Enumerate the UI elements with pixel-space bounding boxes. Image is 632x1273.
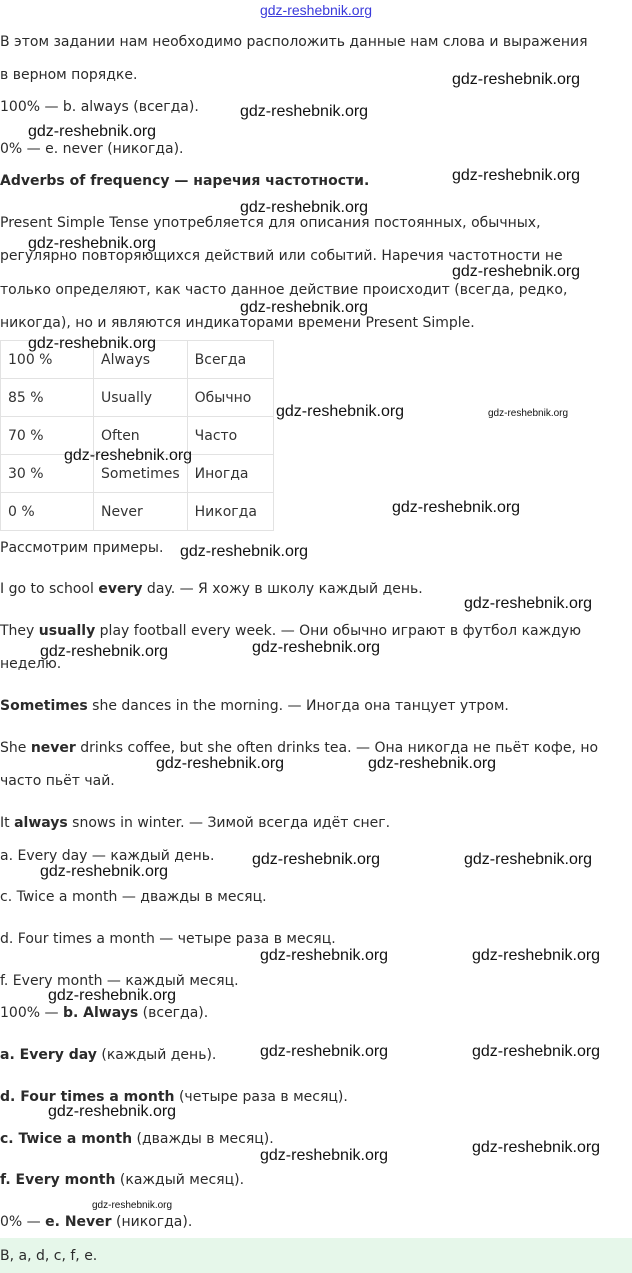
order-1: 100% — b. Always (всегда). [0,1005,209,1021]
watermark: gdz-reshebnik.org [48,1103,177,1120]
example-1: I go to school every day. — Я хожу в школу каждый день. [0,581,423,597]
watermark: gdz-reshebnik.org [28,335,157,352]
watermark: gdz-reshebnik.org [452,167,581,184]
watermark: gdz-reshebnik.org [488,408,569,419]
frequency-table [0,340,274,531]
phrase-c: c. Twice a month — дважды в месяц. [0,889,267,905]
examples-title: Рассмотрим примеры. [0,540,164,556]
table-cell: Иногда [187,455,273,493]
watermark: gdz-reshebnik.org [40,863,169,880]
watermark: gdz-reshebnik.org [252,851,381,868]
order-5: f. Every month (каждый месяц). [0,1172,245,1188]
table-cell: 100 % [1,341,94,379]
scale-always: 100% — b. always (всегда). [0,99,199,115]
watermark: gdz-reshebnik.org [92,1200,173,1211]
phrase-a: a. Every day — каждый день. [0,848,215,864]
order-2: a. Every day (каждый день). [0,1047,217,1063]
watermark: gdz-reshebnik.org [472,1139,601,1156]
example-5: It always snows in winter. — Зимой всегда идёт снег. [0,815,391,831]
intro-line-2: в верном порядке. [0,67,138,83]
site-header-link[interactable]: gdz-reshebnik.org [259,2,373,18]
table-cell: 0 % [1,493,94,531]
watermark: gdz-reshebnik.org [276,403,405,420]
table-cell: Часто [187,417,273,455]
watermark: gdz-reshebnik.org [64,447,193,464]
answer-text: B, a, d, c, f, e. [0,1248,98,1264]
table-cell: Never [94,493,188,531]
order-6: 0% — e. Never (никогда). [0,1214,193,1230]
watermark: gdz-reshebnik.org [240,103,369,120]
table-cell: Sometimes [94,455,188,493]
explanation-line-1: Present Simple Tense употребляется для описания постоянных, обычных, [0,215,541,231]
watermark: gdz-reshebnik.org [392,499,521,516]
table-row [1,379,274,417]
phrase-f: f. Every month — каждый месяц. [0,973,239,989]
watermark: gdz-reshebnik.org [464,595,593,612]
watermark: gdz-reshebnik.org [240,299,369,316]
table-cell: Usually [94,379,188,417]
table-cell: 30 % [1,455,94,493]
order-3: d. Four times a month (четыре раза в месяц). [0,1089,348,1105]
watermark: gdz-reshebnik.org [156,755,285,772]
example-4-cont: часто пьёт чай. [0,773,115,789]
table-cell: 85 % [1,379,94,417]
watermark: gdz-reshebnik.org [40,643,169,660]
intro-line-1: В этом задании нам необходимо расположить данные нам слова и выражения [0,34,588,50]
watermark: gdz-reshebnik.org [260,947,389,964]
adverbs-title: Adverbs of frequency — наречия частотности. [0,173,370,189]
watermark: gdz-reshebnik.org [48,987,177,1004]
table-cell: Никогда [187,493,273,531]
scale-never: 0% — e. never (никогда). [0,141,184,157]
explanation-line-3: только определяют, как часто данное действие происходит (всегда, редко, [0,282,568,298]
watermark: gdz-reshebnik.org [472,1043,601,1060]
table-cell: Обычно [187,379,273,417]
watermark: gdz-reshebnik.org [260,1147,389,1164]
watermark: gdz-reshebnik.org [452,263,581,280]
table-row [1,493,274,531]
table-cell: Always [94,341,188,379]
watermark: gdz-reshebnik.org [240,199,369,216]
example-3: Sometimes she dances in the morning. — Иногда она танцует утром. [0,698,509,714]
table-cell: Often [94,417,188,455]
example-2: They usually play football every week. — Они обычно играют в футбол каждую [0,623,581,639]
watermark: gdz-reshebnik.org [28,123,157,140]
example-2-cont: неделю. [0,656,62,672]
example-4: She never drinks coffee, but she often drinks tea. — Она никогда не пьёт кофе, но [0,740,599,756]
explanation-line-4: никогда), но и являются индикаторами времени Present Simple. [0,315,475,331]
watermark: gdz-reshebnik.org [252,639,381,656]
explanation-line-2: регулярно повторяющихся действий или событий. Наречия частотности не [0,248,563,264]
watermark: gdz-reshebnik.org [368,755,497,772]
phrase-d: d. Four times a month — четыре раза в месяц. [0,931,336,947]
table-cell: 70 % [1,417,94,455]
watermark: gdz-reshebnik.org [180,543,309,560]
watermark: gdz-reshebnik.org [260,1043,389,1060]
watermark: gdz-reshebnik.org [464,851,593,868]
table-cell: Всегда [187,341,273,379]
watermark: gdz-reshebnik.org [28,235,157,252]
watermark: gdz-reshebnik.org [472,947,601,964]
watermark: gdz-reshebnik.org [452,71,581,88]
order-4: c. Twice a month (дважды в месяц). [0,1131,274,1147]
